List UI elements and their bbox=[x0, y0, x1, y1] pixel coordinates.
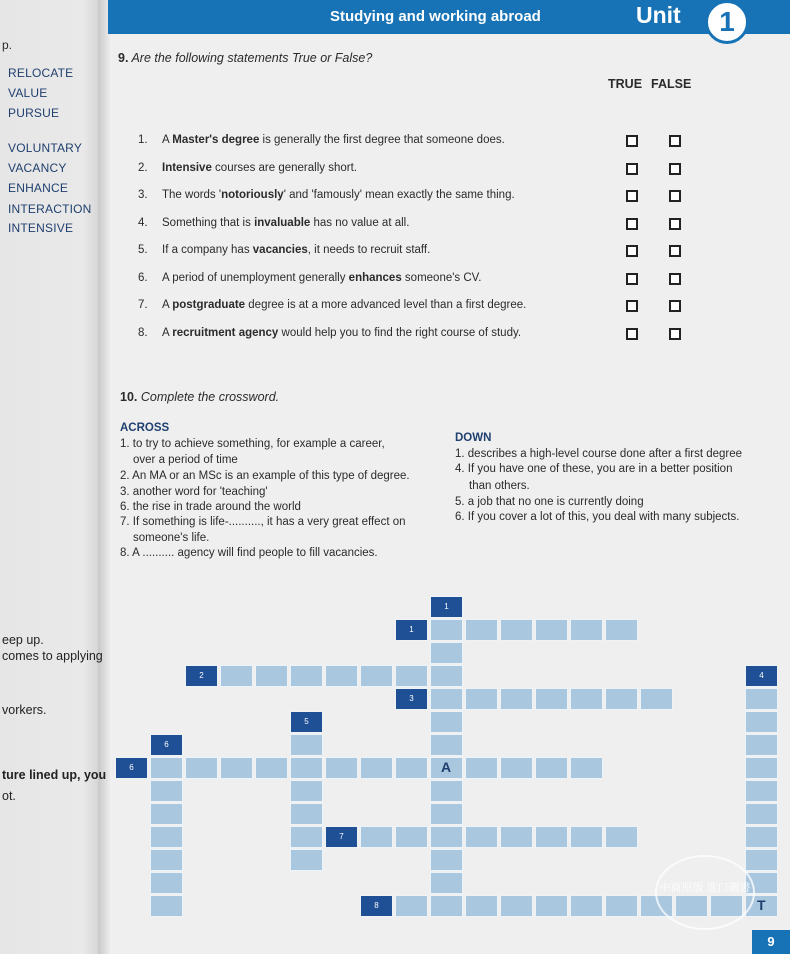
crossword-cell[interactable] bbox=[745, 780, 778, 802]
vocab-word: VALUE bbox=[8, 86, 48, 100]
statement-part: courses are generally short. bbox=[211, 162, 357, 174]
vocab-word: INTERACTION bbox=[8, 202, 92, 216]
crossword-cell[interactable] bbox=[605, 619, 638, 641]
statement-number: 6. bbox=[138, 272, 148, 284]
statement-number: 4. bbox=[138, 217, 148, 229]
crossword-cell[interactable] bbox=[430, 688, 463, 710]
crossword-cell[interactable] bbox=[255, 665, 288, 687]
crossword-cell[interactable] bbox=[150, 895, 183, 917]
crossword-cell[interactable] bbox=[535, 757, 568, 779]
crossword-cell[interactable] bbox=[430, 872, 463, 894]
crossword-cell[interactable] bbox=[535, 895, 568, 917]
statement-text bbox=[162, 327, 521, 339]
exercise-number: 9. bbox=[118, 51, 129, 65]
exercise-10-title bbox=[120, 390, 279, 404]
crossword-cell[interactable] bbox=[500, 826, 533, 848]
crossword-cell[interactable] bbox=[465, 757, 498, 779]
exercise-instruction: Are the following statements True or False? bbox=[131, 51, 373, 65]
statement-part: A bbox=[162, 299, 173, 311]
false-checkbox[interactable] bbox=[669, 328, 681, 340]
left-fragment: p. bbox=[2, 38, 13, 52]
given-letter: T bbox=[757, 897, 766, 913]
statement-keyword: enhances bbox=[348, 272, 402, 284]
crossword-cell[interactable] bbox=[430, 642, 463, 664]
given-letter: A bbox=[441, 759, 452, 775]
crossword-cell[interactable] bbox=[150, 849, 183, 871]
crossword-cell[interactable] bbox=[220, 665, 253, 687]
crossword-cell[interactable] bbox=[430, 895, 463, 917]
statement-number: 8. bbox=[138, 327, 148, 339]
crossword-number-cell: 8 bbox=[360, 895, 393, 917]
statement-part: Something that is bbox=[162, 217, 255, 229]
crossword-cell[interactable] bbox=[745, 711, 778, 733]
statement-part: ' and 'famously' mean exactly the same thing. bbox=[283, 189, 515, 201]
true-checkbox[interactable] bbox=[626, 135, 638, 147]
crossword-cell[interactable] bbox=[430, 711, 463, 733]
vocab-word: PURSUE bbox=[8, 106, 60, 120]
across-clue: 1. to try to achieve something, for example a career, bbox=[120, 438, 385, 450]
false-checkbox[interactable] bbox=[669, 190, 681, 202]
statement-part: If a company has bbox=[162, 244, 253, 256]
false-checkbox[interactable] bbox=[669, 135, 681, 147]
statement-part: A bbox=[162, 134, 173, 146]
across-clue: 6. the rise in trade around the world bbox=[120, 501, 301, 513]
statement-text bbox=[162, 189, 515, 201]
crossword-cell[interactable] bbox=[430, 803, 463, 825]
crossword-cell[interactable] bbox=[640, 688, 673, 710]
statement-text bbox=[162, 272, 482, 284]
crossword-cell[interactable] bbox=[290, 803, 323, 825]
true-column-heading: TRUE bbox=[608, 77, 643, 91]
crossword-cell[interactable] bbox=[220, 757, 253, 779]
crossword-cell[interactable] bbox=[430, 826, 463, 848]
crossword-cell[interactable] bbox=[360, 665, 393, 687]
unit-label: Unit bbox=[636, 2, 681, 28]
statement-text bbox=[162, 134, 505, 146]
statement-number: 5. bbox=[138, 244, 148, 256]
crossword-cell[interactable] bbox=[605, 895, 638, 917]
crossword-cell[interactable] bbox=[570, 688, 603, 710]
crossword-cell[interactable] bbox=[500, 895, 533, 917]
statement-part: would help you to find the right course of study. bbox=[278, 327, 522, 339]
unit-badge bbox=[705, 0, 749, 44]
crossword-number-cell: 6 bbox=[115, 757, 148, 779]
crossword-number-cell: 1 bbox=[430, 596, 463, 618]
statement-keyword: notoriously bbox=[221, 189, 284, 201]
crossword-cell[interactable] bbox=[605, 826, 638, 848]
crossword-cell[interactable] bbox=[535, 826, 568, 848]
crossword-cell[interactable] bbox=[535, 688, 568, 710]
watermark-stamp: 中商原版 進口圖書 bbox=[655, 855, 755, 930]
false-checkbox[interactable] bbox=[669, 163, 681, 175]
crossword-cell[interactable] bbox=[150, 803, 183, 825]
crossword-number-cell: 4 bbox=[745, 665, 778, 687]
down-clue: 6. If you cover a lot of this, you deal with many subjects. bbox=[455, 511, 740, 523]
crossword-number-cell: 3 bbox=[395, 688, 428, 710]
statement-keyword: vacancies bbox=[252, 244, 308, 256]
crossword-cell[interactable] bbox=[605, 688, 638, 710]
false-checkbox[interactable] bbox=[669, 300, 681, 312]
exercise-number: 10. bbox=[120, 390, 138, 404]
statement-keyword: recruitment agency bbox=[172, 327, 279, 339]
vocab-word: ENHANCE bbox=[8, 181, 69, 195]
statement-part: is generally the first degree that someone does. bbox=[259, 134, 505, 146]
statement-number: 7. bbox=[138, 299, 148, 311]
statement-part: someone's CV. bbox=[401, 272, 482, 284]
crossword-cell[interactable] bbox=[430, 780, 463, 802]
crossword-cell[interactable] bbox=[360, 826, 393, 848]
crossword-cell[interactable] bbox=[255, 757, 288, 779]
crossword-number-cell: 6 bbox=[150, 734, 183, 756]
crossword-cell[interactable] bbox=[395, 665, 428, 687]
left-text-line: comes to applying bbox=[2, 649, 103, 663]
statement-number: 2. bbox=[138, 162, 148, 174]
crossword-cell[interactable] bbox=[360, 757, 393, 779]
crossword-cell[interactable] bbox=[535, 619, 568, 641]
crossword-cell[interactable] bbox=[570, 619, 603, 641]
crossword-cell[interactable] bbox=[290, 734, 323, 756]
crossword-cell[interactable] bbox=[150, 780, 183, 802]
across-clue: 8. A .......... agency will find people to fill vacancies. bbox=[120, 547, 378, 559]
statement-text bbox=[162, 217, 409, 229]
true-checkbox[interactable] bbox=[626, 163, 638, 175]
across-clue: 2. An MA or an MSc is an example of this type of degree. bbox=[120, 470, 410, 482]
left-text-line: ot. bbox=[2, 789, 16, 803]
statement-keyword: Intensive bbox=[162, 162, 212, 174]
vocab-word: INTENSIVE bbox=[8, 221, 74, 235]
crossword-cell[interactable] bbox=[745, 757, 778, 779]
statement-text bbox=[162, 162, 357, 174]
crossword-cell[interactable] bbox=[570, 826, 603, 848]
left-text-line: vorkers. bbox=[2, 703, 47, 717]
across-clue: someone's life. bbox=[133, 532, 210, 544]
crossword-cell[interactable] bbox=[465, 895, 498, 917]
down-clue: 1. describes a high-level course done after a first degree bbox=[455, 448, 743, 460]
statement-text bbox=[162, 244, 430, 256]
statement-part: The words ' bbox=[162, 189, 222, 201]
statement-part: A period of unemployment generally bbox=[162, 272, 349, 284]
false-checkbox[interactable] bbox=[669, 273, 681, 285]
statement-part: has no value at all. bbox=[310, 217, 410, 229]
crossword-cell[interactable] bbox=[745, 688, 778, 710]
crossword-cell[interactable] bbox=[290, 826, 323, 848]
crossword-cell[interactable] bbox=[465, 826, 498, 848]
statement-number: 3. bbox=[138, 189, 148, 201]
true-checkbox[interactable] bbox=[626, 245, 638, 257]
true-checkbox[interactable] bbox=[626, 218, 638, 230]
down-heading: DOWN bbox=[455, 432, 492, 444]
crossword-cell[interactable] bbox=[290, 757, 323, 779]
crossword-number-cell: 2 bbox=[185, 665, 218, 687]
statement-keyword: Master's degree bbox=[172, 134, 260, 146]
true-checkbox[interactable] bbox=[626, 190, 638, 202]
exercise-instruction: Complete the crossword. bbox=[140, 390, 280, 404]
vocab-word: VOLUNTARY bbox=[8, 141, 83, 155]
crossword-cell[interactable] bbox=[290, 849, 323, 871]
crossword-cell[interactable] bbox=[430, 619, 463, 641]
crossword-cell[interactable] bbox=[290, 780, 323, 802]
crossword-cell[interactable] bbox=[570, 895, 603, 917]
statement-part: A bbox=[162, 327, 173, 339]
crossword-cell[interactable] bbox=[325, 665, 358, 687]
crossword-cell[interactable] bbox=[395, 826, 428, 848]
statement-part: , it needs to recruit staff. bbox=[307, 244, 431, 256]
false-checkbox[interactable] bbox=[669, 245, 681, 257]
crossword-cell[interactable] bbox=[465, 619, 498, 641]
false-checkbox[interactable] bbox=[669, 218, 681, 230]
crossword-number-cell: 7 bbox=[325, 826, 358, 848]
crossword-cell[interactable] bbox=[745, 849, 778, 871]
crossword-cell[interactable] bbox=[430, 665, 463, 687]
statement-number: 1. bbox=[138, 134, 148, 146]
page-title: Studying and working abroad bbox=[330, 8, 541, 25]
crossword-cell[interactable] bbox=[395, 757, 428, 779]
crossword-cell[interactable] bbox=[395, 895, 428, 917]
crossword-cell[interactable] bbox=[430, 849, 463, 871]
page-number: 9 bbox=[752, 930, 790, 954]
down-clue: 5. a job that no one is currently doing bbox=[455, 496, 644, 508]
crossword-cell[interactable] bbox=[290, 665, 323, 687]
crossword-cell[interactable] bbox=[500, 757, 533, 779]
left-text-line: eep up. bbox=[2, 633, 44, 647]
crossword-cell[interactable] bbox=[150, 826, 183, 848]
statement-keyword: postgraduate bbox=[172, 299, 246, 311]
vocab-word: RELOCATE bbox=[8, 66, 74, 80]
crossword-cell[interactable] bbox=[430, 734, 463, 756]
statement-part: degree is at a more advanced level than a first degree. bbox=[245, 299, 527, 311]
crossword-number-cell: 5 bbox=[290, 711, 323, 733]
crossword-cell[interactable] bbox=[465, 688, 498, 710]
book-gutter bbox=[98, 0, 112, 954]
false-column-heading: FALSE bbox=[651, 77, 692, 91]
crossword-cell[interactable] bbox=[500, 688, 533, 710]
crossword-cell[interactable] bbox=[745, 803, 778, 825]
statement-keyword: invaluable bbox=[254, 217, 311, 229]
statement-text bbox=[162, 299, 526, 311]
true-checkbox[interactable] bbox=[626, 273, 638, 285]
across-clue: over a period of time bbox=[133, 454, 238, 466]
crossword-cell[interactable] bbox=[500, 619, 533, 641]
exercise-9-title bbox=[118, 51, 372, 65]
true-checkbox[interactable] bbox=[626, 300, 638, 312]
down-clue: than others. bbox=[469, 480, 530, 492]
unit-number: 1 bbox=[719, 6, 735, 37]
crossword-cell[interactable] bbox=[150, 757, 183, 779]
true-checkbox[interactable] bbox=[626, 328, 638, 340]
down-clue: 4. If you have one of these, you are in a better position bbox=[455, 463, 733, 475]
across-heading: ACROSS bbox=[120, 422, 170, 434]
vocab-word: VACANCY bbox=[8, 161, 67, 175]
across-clue: 7. If something is life-.........., it has a very great effect on bbox=[120, 516, 406, 528]
crossword-cell[interactable] bbox=[745, 734, 778, 756]
left-text-line: ture lined up, you bbox=[2, 768, 107, 782]
across-clue: 3. another word for 'teaching' bbox=[120, 486, 268, 498]
crossword-cell[interactable] bbox=[150, 872, 183, 894]
crossword-number-cell: 1 bbox=[395, 619, 428, 641]
crossword-cell[interactable] bbox=[570, 757, 603, 779]
crossword-cell[interactable] bbox=[745, 826, 778, 848]
crossword-cell[interactable] bbox=[325, 757, 358, 779]
crossword-cell[interactable] bbox=[185, 757, 218, 779]
